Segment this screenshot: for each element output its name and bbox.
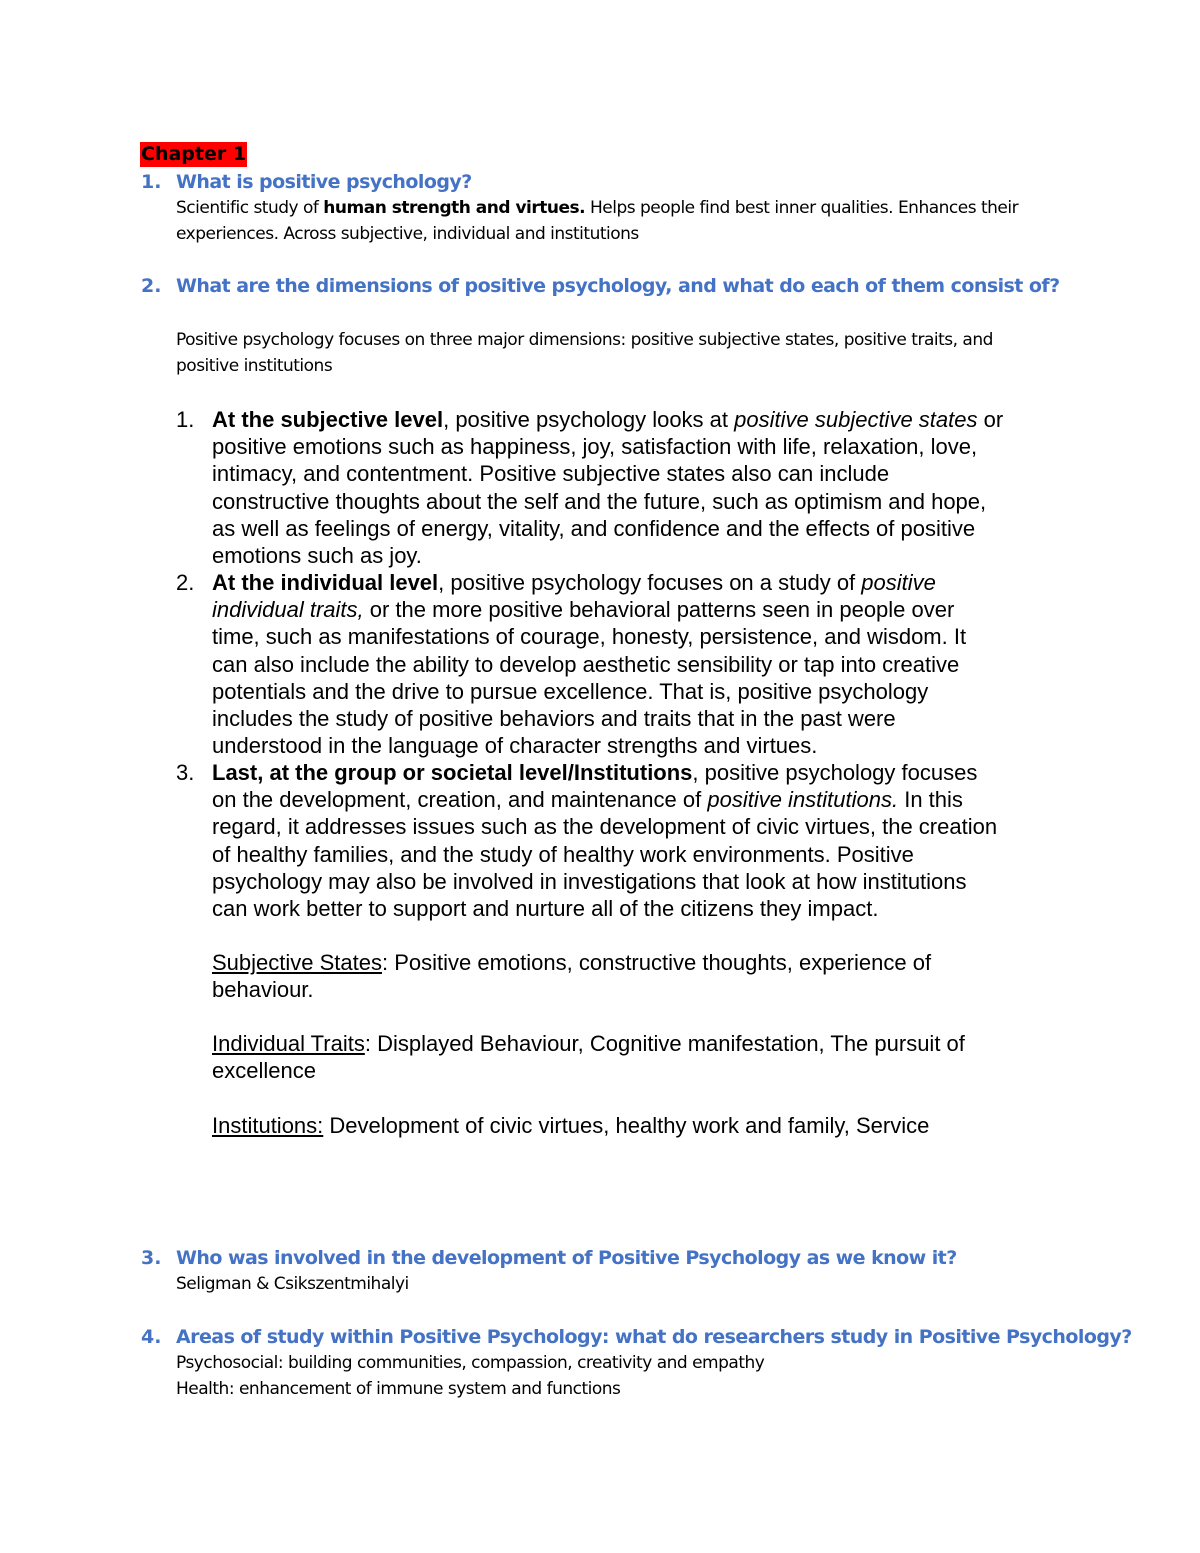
summary-traits	[212, 1030, 965, 1084]
summary-institutions-label: Institutions:	[212, 1113, 324, 1138]
q1-answer-line1: Scientific study of human strength and virtues. Helps people find best inner qualities. Enhances their	[176, 198, 1019, 218]
q2-item1-number: 1.	[176, 407, 195, 432]
q3-number: 3.	[141, 1247, 162, 1269]
q1-answer	[176, 195, 1018, 247]
q2-question: What are the dimensions of positive psychology, and what do each of them consist of?	[176, 275, 1060, 297]
q2-item2-line: can also include the ability to develop aesthetic sensibility or tap into creative	[212, 651, 960, 677]
q2-item1-text	[212, 406, 1003, 569]
q2-item2-line: understood in the language of character strengths and virtues.	[212, 733, 818, 759]
q2-item2-line: time, such as manifestations of courage, honesty, persistence, and wisdom. It	[212, 624, 967, 650]
summary-subjective-label: Subjective States	[212, 950, 382, 975]
q2-item2-text	[212, 569, 966, 759]
q1-question: What is positive psychology?	[176, 171, 472, 193]
q2-item1-line: as well as feelings of energy, vitality, and confidence and the effects of positive	[212, 515, 976, 541]
q2-item1-line1: At the subjective level, positive psychology looks at positive subjective states or	[212, 407, 1004, 432]
q2-item3-line: of healthy families, and the study of healthy work environments. Positive	[212, 841, 914, 867]
q3-question: Who was involved in the development of Positive Psychology as we know it?	[176, 1247, 957, 1269]
q2-item2-line2: individual traits, or the more positive behavioral patterns seen in people over	[212, 597, 955, 623]
summary-institutions-line1: Institutions: Development of civic virtues, healthy work and family, Service	[212, 1113, 930, 1138]
q2-intro-line1: Positive psychology focuses on three major dimensions: positive subjective states, positive traits, and	[176, 330, 993, 350]
summary-traits-line2: excellence	[212, 1058, 316, 1084]
q2-intro	[176, 327, 993, 379]
q4-answers	[176, 1350, 764, 1402]
summary-institutions	[212, 1112, 929, 1139]
q2-item2-number: 2.	[176, 570, 195, 595]
summary-traits-line1: Individual Traits: Displayed Behaviour, Cognitive manifestation, The pursuit of	[212, 1031, 965, 1056]
q2-item1-line: emotions such as joy.	[212, 543, 422, 569]
q2-item2-line1: At the individual level, positive psychology focuses on a study of positive	[212, 570, 936, 595]
q2-item1-line: intimacy, and contentment. Positive subjective states also can include	[212, 461, 890, 487]
q2-item3-number: 3.	[176, 760, 195, 785]
q1-number: 1.	[141, 171, 162, 193]
q2-item3-line: psychology may also be involved in investigations that look at how institutions	[212, 868, 967, 894]
q2-number: 2.	[141, 275, 162, 297]
q3-answer: Seligman & Csikszentmihalyi	[176, 1274, 409, 1294]
q2-item2-line: includes the study of positive behaviors and traits that in the past were	[212, 706, 896, 732]
q2-item3-line1: Last, at the group or societal level/Institutions, positive psychology focuses	[212, 760, 978, 785]
q2-intro-line2: positive institutions	[176, 356, 333, 376]
q4-question: Areas of study within Positive Psychology: what do researchers study in Positive Psychology?	[176, 1326, 1132, 1348]
summary-subjective	[212, 949, 931, 1003]
q4-answer-psychosocial: Psychosocial: building communities, compassion, creativity and empathy	[176, 1353, 765, 1373]
q2-item3-line: can work better to support and nurture all of the citizens they impact.	[212, 896, 879, 922]
summary-subjective-line1: Subjective States: Positive emotions, constructive thoughts, experience of	[212, 950, 932, 975]
q1-answer-line2: experiences. Across subjective, individual and institutions	[176, 224, 639, 244]
q2-item3-line2: on the development, creation, and maintenance of positive institutions. In this	[212, 787, 963, 813]
q2-item3-line: regard, it addresses issues such as the development of civic virtues, the creation	[212, 814, 998, 840]
q2-item1-line: positive emotions such as happiness, joy, satisfaction with life, relaxation, love,	[212, 434, 978, 460]
q4-answer-health: Health: enhancement of immune system and functions	[176, 1379, 621, 1399]
q2-item2-line: potentials and the drive to pursue excellence. That is, positive psychology	[212, 678, 929, 704]
q4-number: 4.	[141, 1326, 162, 1348]
q2-item1-line: constructive thoughts about the self and the future, such as optimism and hope,	[212, 488, 987, 514]
q2-item3-text	[212, 759, 997, 922]
summary-traits-label: Individual Traits	[212, 1031, 365, 1056]
chapter-heading: Chapter 1	[141, 143, 247, 165]
summary-subjective-line2: behaviour.	[212, 977, 314, 1003]
